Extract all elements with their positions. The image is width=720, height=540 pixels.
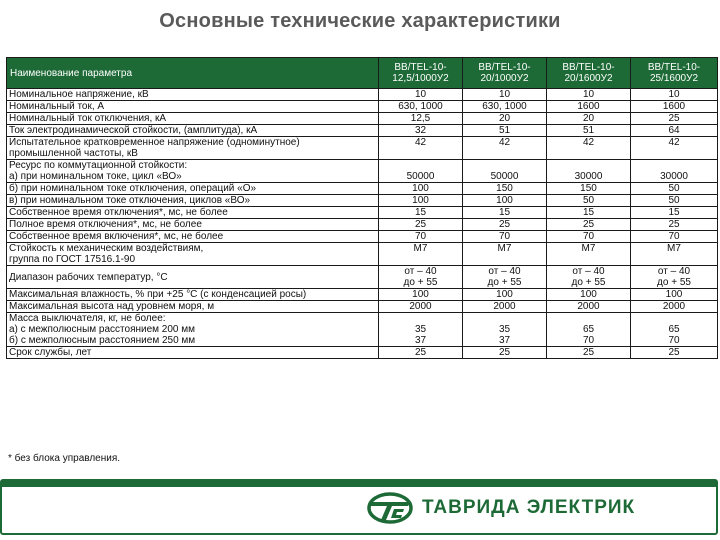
parameter-name-line: Номинальный ток отключения, кА bbox=[9, 113, 167, 124]
value-line: М7 bbox=[497, 243, 512, 254]
value-line: до + 55 bbox=[571, 277, 606, 288]
value-line: 150 bbox=[580, 183, 597, 194]
parameter-name-line: Стойкость к механическим воздействиям, bbox=[9, 243, 204, 254]
value-line: 37 bbox=[414, 335, 427, 346]
parameter-value bbox=[463, 137, 547, 160]
footer-accent-bar bbox=[2, 481, 716, 487]
value-line bbox=[633, 160, 715, 171]
value-line: 20 bbox=[498, 113, 511, 124]
parameter-name bbox=[7, 231, 379, 243]
value-line bbox=[549, 313, 628, 324]
parameter-name-line: Максимальная влажность, % при +25 °С (с конденсацией росы) bbox=[9, 289, 307, 300]
value-line: 100 bbox=[496, 289, 513, 300]
parameter-value bbox=[379, 266, 463, 289]
value-line: 100 bbox=[412, 195, 429, 206]
parameter-value bbox=[631, 101, 718, 113]
parameter-value bbox=[547, 301, 631, 313]
parameter-value bbox=[547, 137, 631, 160]
parameter-name-line: Номинальный ток, А bbox=[9, 101, 105, 112]
parameter-value bbox=[463, 266, 547, 289]
table-row bbox=[7, 313, 718, 347]
table-row bbox=[7, 289, 718, 301]
brand-name: ТАВРИДА ЭЛЕКТРИК bbox=[422, 497, 636, 518]
parameter-value bbox=[379, 183, 463, 195]
value-line: 25 bbox=[582, 219, 595, 230]
value-line: 100 bbox=[412, 183, 429, 194]
value-line: 37 bbox=[498, 335, 511, 346]
parameter-name bbox=[7, 137, 379, 160]
value-line bbox=[381, 313, 460, 324]
parameter-value bbox=[547, 125, 631, 137]
parameter-value bbox=[463, 101, 547, 113]
parameter-value bbox=[379, 313, 463, 347]
value-line: 65 bbox=[668, 324, 680, 335]
parameter-name bbox=[7, 289, 379, 301]
value-line: 50 bbox=[668, 183, 680, 194]
parameter-value bbox=[463, 183, 547, 195]
table-row bbox=[7, 113, 718, 125]
parameter-value bbox=[547, 113, 631, 125]
value-line: 51 bbox=[498, 125, 511, 136]
parameter-name-line: Собственное время включения*, мс, не более bbox=[9, 231, 224, 242]
value-line: 51 bbox=[582, 125, 595, 136]
parameter-value bbox=[631, 195, 718, 207]
value-line: 15 bbox=[414, 207, 427, 218]
parameter-value bbox=[379, 125, 463, 137]
parameter-value bbox=[547, 101, 631, 113]
column-header-model: ВВ/TEL-10- 25/1600У2 bbox=[631, 58, 718, 89]
value-line: 2000 bbox=[493, 301, 516, 312]
parameter-name bbox=[7, 125, 379, 137]
parameter-value bbox=[379, 113, 463, 125]
parameter-value bbox=[631, 347, 718, 359]
parameter-value bbox=[547, 313, 631, 347]
column-header-parameter: Наименование параметра bbox=[7, 58, 379, 89]
parameter-name bbox=[7, 101, 379, 113]
parameter-name-line: Номинальное напряжение, кВ bbox=[9, 89, 149, 100]
value-line: 50 bbox=[668, 195, 680, 206]
parameter-value bbox=[379, 231, 463, 243]
value-line: 25 bbox=[582, 347, 595, 358]
table-row bbox=[7, 231, 718, 243]
value-line: 630, 1000 bbox=[398, 101, 443, 112]
value-line: 50 bbox=[582, 195, 595, 206]
parameter-name-line: Диапазон рабочих температур, °С bbox=[9, 271, 168, 283]
value-line: 32 bbox=[414, 125, 427, 136]
parameter-name-line: Полное время отключения*, мс, не более bbox=[9, 219, 202, 230]
parameter-name bbox=[7, 183, 379, 195]
value-line: 10 bbox=[582, 89, 595, 100]
parameter-name-line: Ресурс по коммутационной стойкости: bbox=[9, 160, 188, 171]
value-line: 35 bbox=[498, 324, 511, 335]
parameter-value bbox=[631, 243, 718, 266]
value-line: 64 bbox=[668, 125, 680, 136]
value-line: 2000 bbox=[409, 301, 432, 312]
parameter-value bbox=[463, 195, 547, 207]
value-line: 10 bbox=[498, 89, 511, 100]
parameter-value bbox=[463, 219, 547, 231]
parameter-name bbox=[7, 301, 379, 313]
parameter-name-line: группа по ГОСТ 17516.1-90 bbox=[9, 254, 136, 265]
parameter-name-line: б) при номинальном токе отключения, операций «О» bbox=[9, 183, 257, 194]
parameter-value bbox=[463, 243, 547, 266]
value-line: 70 bbox=[582, 335, 595, 346]
parameter-value bbox=[631, 301, 718, 313]
parameter-value bbox=[463, 313, 547, 347]
value-line: до + 55 bbox=[487, 277, 522, 288]
parameter-value bbox=[463, 207, 547, 219]
parameter-value bbox=[379, 347, 463, 359]
column-header-model: ВВ/TEL-10- 20/1000У2 bbox=[463, 58, 547, 89]
value-line bbox=[465, 160, 544, 171]
parameter-name bbox=[7, 113, 379, 125]
value-line: 42 bbox=[668, 137, 680, 148]
parameter-name-line: Масса выключателя, кг, не более: bbox=[9, 313, 166, 324]
value-line: 70 bbox=[582, 231, 595, 242]
parameter-value bbox=[631, 207, 718, 219]
value-line: 10 bbox=[414, 89, 427, 100]
parameter-name-line: Испытательное кратковременное напряжение (одноминутное) bbox=[9, 137, 300, 148]
parameter-name-line: в) при номинальном токе отключения, циклов «ВО» bbox=[9, 195, 251, 206]
value-line: 100 bbox=[496, 195, 513, 206]
parameter-value bbox=[631, 89, 718, 101]
table-row bbox=[7, 101, 718, 113]
parameter-value bbox=[379, 137, 463, 160]
value-line: 25 bbox=[498, 347, 511, 358]
parameter-value bbox=[379, 219, 463, 231]
specifications-table bbox=[6, 57, 718, 359]
value-line: до + 55 bbox=[657, 277, 691, 288]
value-line bbox=[633, 148, 715, 159]
parameter-name-line: Максимальная высота над уровнем моря, м bbox=[9, 301, 215, 312]
parameter-name-line: промышленной частоты, кВ bbox=[9, 148, 138, 159]
value-line: 1600 bbox=[662, 101, 686, 112]
value-line: 42 bbox=[582, 137, 595, 148]
brand-logo bbox=[366, 488, 635, 528]
parameter-name-line: а) при номинальном токе, цикл «ВО» bbox=[9, 171, 182, 182]
value-line: 15 bbox=[668, 207, 680, 218]
parameter-value bbox=[463, 160, 547, 183]
value-line bbox=[465, 254, 544, 265]
parameter-value bbox=[547, 219, 631, 231]
footnote: * без блока управления. bbox=[8, 453, 121, 464]
value-line: от – 40 bbox=[657, 266, 691, 277]
value-line: от – 40 bbox=[404, 266, 437, 277]
parameter-value bbox=[631, 160, 718, 183]
value-line: 25 bbox=[414, 347, 427, 358]
parameter-value bbox=[631, 313, 718, 347]
parameter-value bbox=[379, 301, 463, 313]
value-line: 70 bbox=[498, 231, 511, 242]
parameter-value bbox=[547, 183, 631, 195]
parameter-name bbox=[7, 207, 379, 219]
parameter-name-line: Срок службы, лет bbox=[9, 347, 92, 358]
parameter-value bbox=[463, 289, 547, 301]
parameter-value bbox=[547, 231, 631, 243]
parameter-name bbox=[7, 347, 379, 359]
value-line: 100 bbox=[580, 289, 597, 300]
table-header-row bbox=[7, 58, 718, 89]
value-line: 30000 bbox=[574, 171, 603, 182]
value-line: 25 bbox=[668, 113, 680, 124]
parameter-value bbox=[379, 207, 463, 219]
parameter-value bbox=[547, 289, 631, 301]
value-line: 50000 bbox=[490, 171, 519, 182]
parameter-value bbox=[463, 113, 547, 125]
value-line bbox=[549, 254, 628, 265]
value-line bbox=[465, 313, 544, 324]
column-header-model: ВВ/TEL-10- 12,5/1000У2 bbox=[379, 58, 463, 89]
parameter-name bbox=[7, 160, 379, 183]
parameter-value bbox=[631, 113, 718, 125]
value-line: 30000 bbox=[660, 171, 688, 182]
value-line: М7 bbox=[581, 243, 596, 254]
parameter-value bbox=[631, 125, 718, 137]
parameter-name bbox=[7, 313, 379, 347]
parameter-value bbox=[379, 243, 463, 266]
table-row bbox=[7, 125, 718, 137]
value-line: 15 bbox=[582, 207, 595, 218]
parameter-name bbox=[7, 266, 379, 289]
parameter-name bbox=[7, 195, 379, 207]
parameter-value bbox=[463, 231, 547, 243]
parameter-value bbox=[547, 243, 631, 266]
parameter-name bbox=[7, 89, 379, 101]
value-line: 70 bbox=[668, 335, 680, 346]
parameter-value bbox=[547, 195, 631, 207]
value-line bbox=[381, 160, 460, 171]
value-line: 20 bbox=[582, 113, 595, 124]
table-row bbox=[7, 243, 718, 266]
value-line: 12,5 bbox=[410, 113, 431, 124]
parameter-value bbox=[379, 101, 463, 113]
parameter-value bbox=[547, 347, 631, 359]
value-line: 35 bbox=[414, 324, 427, 335]
value-line bbox=[549, 160, 628, 171]
value-line bbox=[549, 148, 628, 159]
parameter-name-line: Собственное время отключения*, мс, не более bbox=[9, 207, 228, 218]
parameter-value bbox=[547, 89, 631, 101]
parameter-value bbox=[379, 160, 463, 183]
table-row bbox=[7, 137, 718, 160]
value-line: 25 bbox=[668, 219, 680, 230]
value-line bbox=[465, 148, 544, 159]
parameter-value bbox=[547, 207, 631, 219]
value-line: 65 bbox=[582, 324, 595, 335]
value-line: М7 bbox=[667, 243, 681, 254]
table-row bbox=[7, 160, 718, 183]
value-line: 630, 1000 bbox=[482, 101, 527, 112]
value-line bbox=[381, 254, 460, 265]
value-line: 70 bbox=[414, 231, 427, 242]
value-line: 42 bbox=[414, 137, 427, 148]
value-line bbox=[633, 254, 715, 265]
parameter-value bbox=[379, 89, 463, 101]
parameter-name bbox=[7, 243, 379, 266]
table-row bbox=[7, 219, 718, 231]
table-row bbox=[7, 207, 718, 219]
value-line: 100 bbox=[665, 289, 683, 300]
parameter-name bbox=[7, 219, 379, 231]
table-row bbox=[7, 301, 718, 313]
parameter-value bbox=[631, 266, 718, 289]
value-line: 25 bbox=[668, 347, 680, 358]
parameter-value bbox=[631, 231, 718, 243]
table-row bbox=[7, 89, 718, 101]
value-line: 25 bbox=[498, 219, 511, 230]
parameter-value bbox=[631, 183, 718, 195]
table-row bbox=[7, 266, 718, 289]
value-line: 42 bbox=[498, 137, 511, 148]
value-line: 2000 bbox=[577, 301, 600, 312]
table-row bbox=[7, 183, 718, 195]
tel-logo-icon bbox=[366, 490, 414, 526]
value-line: М7 bbox=[413, 243, 428, 254]
value-line: 150 bbox=[496, 183, 513, 194]
parameter-name-line: а) с межполюсным расстоянием 200 мм bbox=[9, 324, 196, 335]
parameter-value bbox=[379, 195, 463, 207]
table-row bbox=[7, 195, 718, 207]
value-line: 70 bbox=[668, 231, 680, 242]
value-line: 25 bbox=[414, 219, 427, 230]
parameter-value bbox=[631, 289, 718, 301]
column-header-model: ВВ/TEL-10- 20/1600У2 bbox=[547, 58, 631, 89]
value-line: 10 bbox=[668, 89, 680, 100]
parameter-value bbox=[631, 137, 718, 160]
table-row bbox=[7, 347, 718, 359]
parameter-name-line: Ток электродинамической стойкости, (амплитуда), кА bbox=[9, 125, 258, 136]
parameter-value bbox=[463, 125, 547, 137]
value-line: до + 55 bbox=[403, 277, 438, 288]
parameter-name-line: б) с межполюсным расстоянием 250 мм bbox=[9, 335, 196, 346]
parameter-value bbox=[547, 160, 631, 183]
parameter-value bbox=[547, 266, 631, 289]
value-line: от – 40 bbox=[488, 266, 521, 277]
parameter-value bbox=[463, 347, 547, 359]
parameter-value bbox=[463, 301, 547, 313]
value-line bbox=[381, 148, 460, 159]
value-line: от – 40 bbox=[572, 266, 605, 277]
parameter-value bbox=[379, 289, 463, 301]
value-line: 50000 bbox=[406, 171, 435, 182]
value-line bbox=[633, 313, 715, 324]
parameter-value bbox=[463, 89, 547, 101]
value-line: 100 bbox=[412, 289, 429, 300]
value-line: 1600 bbox=[577, 101, 600, 112]
page-title: Основные технические характеристики bbox=[159, 10, 561, 32]
parameter-value bbox=[631, 219, 718, 231]
value-line: 15 bbox=[498, 207, 511, 218]
value-line: 2000 bbox=[662, 301, 686, 312]
